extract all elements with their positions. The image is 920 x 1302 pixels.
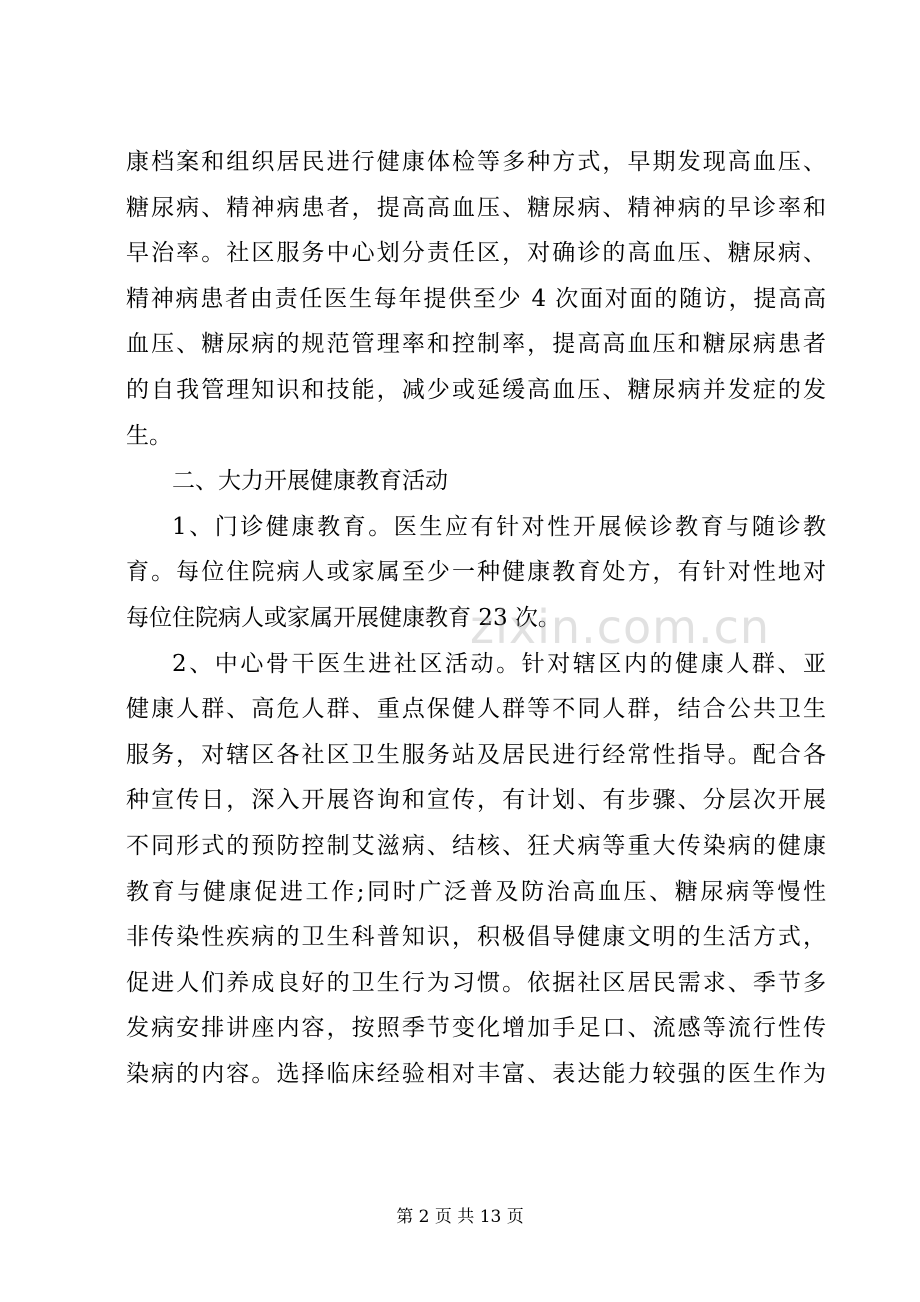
- text-line: 非传染性疾病的卫生科普知识，积极倡导健康文明的生活方式，: [126, 924, 826, 951]
- watermark: zixin.com.cn: [470, 600, 771, 654]
- text-line: 促进人们养成良好的卫生行为习惯。依据社区居民需求、季节多: [126, 969, 826, 996]
- text-line: 服务，对辖区各社区卫生服务站及居民进行经常性指导。配合各: [126, 741, 826, 768]
- section-heading: 二、大力开展健康教育活动: [172, 468, 448, 495]
- text-line: 育。每位住院病人或家属至少一种健康教育处方，有针对性地对: [126, 559, 826, 586]
- text-line: 生。: [126, 422, 172, 449]
- text-line: 教育与健康促进工作;同时广泛普及防治高血压、糖尿病等慢性: [126, 878, 826, 905]
- text-line: 早治率。社区服务中心划分责任区，对确诊的高血压、糖尿病、: [126, 240, 826, 267]
- page-footer: 第 2 页 共 13 页: [396, 1207, 524, 1227]
- text-line: 精神病患者由责任医生每年提供至少 4 次面对面的随访，提高高: [126, 285, 826, 312]
- text-line: 染病的内容。选择临床经验相对丰富、表达能力较强的医生作为: [126, 1060, 826, 1087]
- text-line: 的自我管理知识和技能，减少或延缓高血压、糖尿病并发症的发: [126, 376, 826, 403]
- text-line: 1、门诊健康教育。医生应有针对性开展候诊教育与随诊教: [172, 513, 826, 540]
- text-line: 每位住院病人或家属开展健康教育 23 次。: [126, 604, 561, 631]
- text-line: 种宣传日，深入开展咨询和宣传，有计划、有步骤、分层次开展: [126, 787, 826, 814]
- text-line: 糖尿病、精神病患者，提高高血压、糖尿病、精神病的早诊率和: [126, 194, 826, 221]
- text-line: 血压、糖尿病的规范管理率和控制率，提高高血压和糖尿病患者: [126, 331, 826, 358]
- text-line: 不同形式的预防控制艾滋病、结核、狂犬病等重大传染病的健康: [126, 832, 826, 859]
- text-line: 康档案和组织居民进行健康体检等多种方式，早期发现高血压、: [126, 149, 826, 175]
- text-line: 发病安排讲座内容，按照季节变化增加手足口、流感等流行性传: [126, 1015, 826, 1042]
- text-line: 健康人群、高危人群、重点保健人群等不同人群，结合公共卫生: [126, 696, 826, 723]
- text-line: 2、中心骨干医生进社区活动。针对辖区内的健康人群、亚: [172, 650, 826, 677]
